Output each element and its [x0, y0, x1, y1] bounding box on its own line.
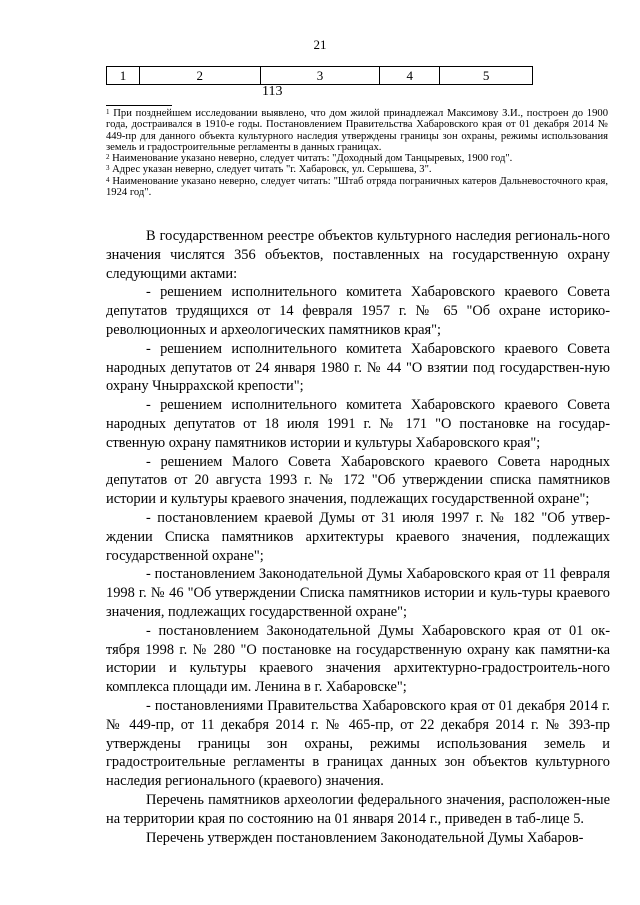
table-header-row: [106, 66, 533, 85]
footnote: [106, 164, 608, 175]
footnote: [106, 108, 608, 153]
footnote-mark: 4: [106, 175, 110, 184]
column-number-cell: 3: [260, 67, 380, 85]
paragraph: - постановлением краевой Думы от 31 июля 1997 г. № 182 "Об утвер-ждении Списка памятников архитектуры краевого значения, подлежащих государственной охране";: [106, 509, 610, 564]
paragraph: - постановлениями Правительства Хабаровского края от 01 декабря 2014 г. № 449-пр, от 11 декабря 2014 г. № 465-пр, от 22 декабря 2014 г. № 393-пр утверждены границы зон охраны, режимы использования земель и градостроительные регламенты в границах данных зон объектов культурного наследия регионального (краевого) значения.: [106, 697, 610, 790]
carryover-number: 113: [262, 84, 283, 99]
column-number-cell: 5: [440, 67, 533, 85]
footnote-mark: 1: [106, 108, 110, 116]
body-text: [106, 227, 610, 847]
footnote-text: При позднейшем исследовании выявлено, что дом жилой принадлежал Максимову З.И., построен до 1900 года, достраивался в 1910-е годы. Постановлением Правительства Хабаровского края от 01 декабря 2014 № 449-пр для данного объекта культурного наследия утверждены границы зон охраны, режимы использования земель и градостроительные регламенты в данных границах.: [106, 108, 608, 153]
column-number-cell: 4: [380, 67, 440, 85]
column-number-cell: 1: [107, 67, 140, 85]
paragraph: - постановлением Законодательной Думы Хабаровского края от 11 февраля 1998 г. № 46 "Об утверждении Списка памятников истории и куль-туры краевого значения, подлежащих государственной охране";: [106, 566, 610, 620]
paragraph: - решением исполнительного комитета Хабаровского краевого Совета народных депутатов от 18 июля 1991 г. № 171 "О постановке на государ-ственную охрану памятников истории и культуры Хабаровского края";: [106, 397, 610, 451]
paragraph: Перечень памятников археологии федерального значения, расположен-ные на территории края по состоянию на 01 января 2014 г., приведен в таб-лице 5.: [106, 791, 610, 827]
paragraph: Перечень утвержден постановлением Законодательной Думы Хабаров-: [146, 829, 584, 846]
footnote-mark: 3: [106, 164, 110, 173]
footnote-mark: 2: [106, 153, 110, 162]
footnote-separator: [106, 105, 172, 106]
footnotes: [106, 108, 608, 198]
paragraph: - решением исполнительного комитета Хабаровского краевого Совета депутатов трудящихся от 14 февраля 1957 г. № 65 "Об охране историко-революционных и археологических памятников края";: [106, 284, 610, 338]
footnote-text: Наименование указано неверно, следует читать: "Доходный дом Танцыревых, 1900 год".: [112, 153, 513, 165]
footnote: [106, 176, 608, 199]
column-number-cell: 2: [139, 67, 260, 85]
page-number: 21: [313, 37, 327, 52]
paragraph: В государственном реестре объектов культурного наследия региональ-ного значения числятся 356 объектов, поставленных на государственную охрану следующими актами:: [106, 228, 610, 282]
paragraph: - решением исполнительного комитета Хабаровского краевого Совета народных депутатов от 24 января 1980 г. № 44 "О взятии под государствен-ную охрану Чныррахской крепости";: [106, 340, 610, 395]
footnote-text: Наименование указано неверно, следует читать: "Штаб отряда пограничных катеров Дальневосточного края, 1924 год".: [106, 175, 608, 199]
footnote: [106, 153, 608, 164]
paragraph: - постановлением Законодательной Думы Хабаровского края от 01 ок-тября 1998 г. № 280 "О постановке на государственную охрану как памятни-ка истории и культуры краевого значения архитектурно-градостроитель-ного комплекса площади им. Ленина в г. Хабаровске";: [106, 622, 610, 696]
paragraph: - решением Малого Совета Хабаровского краевого Совета народных депутатов от 20 августа 1993 г. № 172 "Об утверждении списка памятников истории и культуры краевого значения, подлежащих государственной охране";: [106, 453, 610, 508]
footnote-text: Адрес указан неверно, следует читать "г. Хабаровск, ул. Серышева, 3".: [112, 164, 432, 176]
